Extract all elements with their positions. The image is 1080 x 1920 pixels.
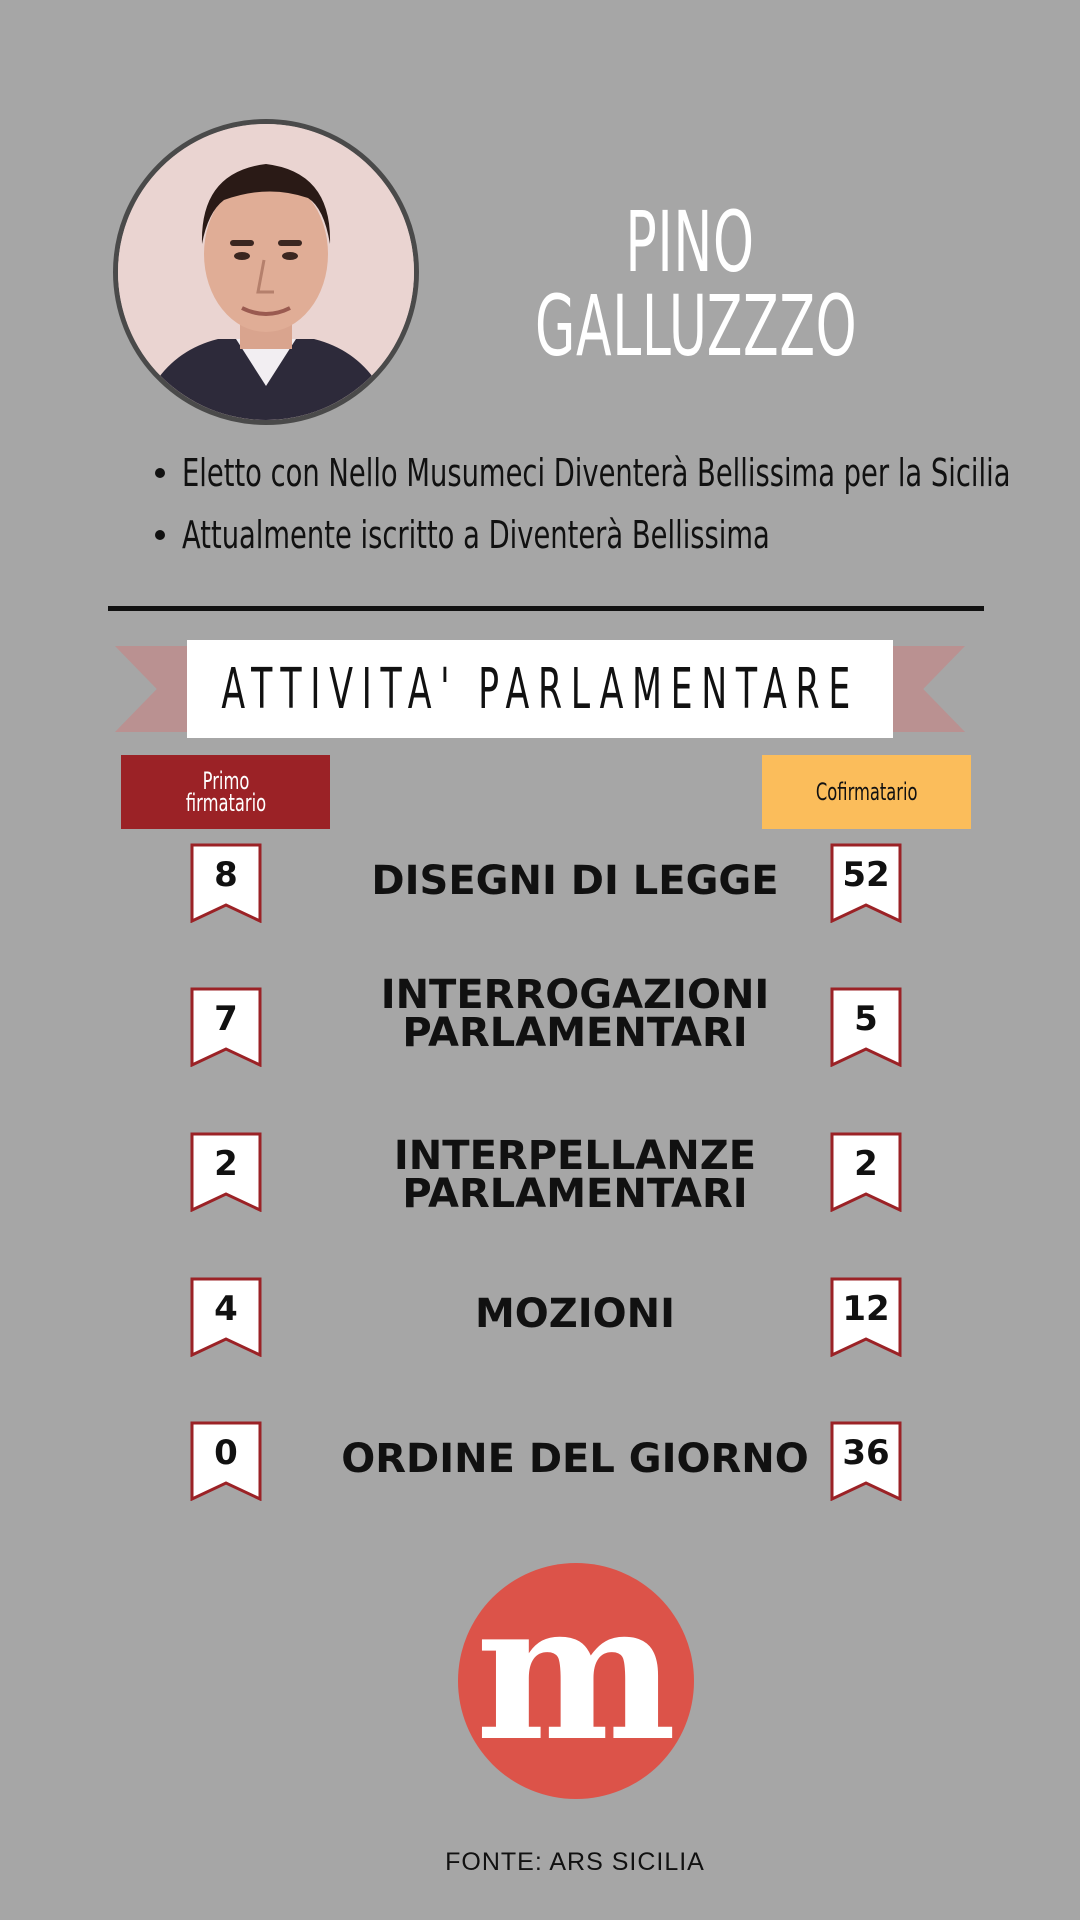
legend-cofirmatario-label: Cofirmatario: [815, 778, 918, 806]
cofirmatario-count: 2: [854, 1144, 878, 1184]
primo-count-badge: [190, 987, 262, 1067]
metric-label: [330, 858, 820, 904]
bio-list: [150, 448, 1010, 572]
legend-primo-firmatario: [121, 755, 330, 829]
cofirmatario-count: 12: [842, 1289, 890, 1329]
primo-count: 7: [214, 999, 238, 1039]
metric-label: [330, 972, 820, 1056]
metric-label-line: INTERPELLANZE: [393, 1133, 757, 1179]
cofirmatario-count: 36: [842, 1433, 890, 1473]
primo-count: 2: [214, 1144, 238, 1184]
legend-primo-line2: firmatario: [185, 789, 266, 817]
bullet-dot: [155, 468, 165, 478]
primo-count: 8: [214, 855, 238, 895]
metric-label-line: DISEGNI DI LEGGE: [371, 858, 779, 904]
section-divider: [108, 606, 984, 611]
primo-count-badge: [190, 1132, 262, 1212]
portrait-illustration: [118, 124, 414, 420]
metric-label: [330, 1291, 820, 1337]
primo-count-badge: [190, 1277, 262, 1357]
logo-letter: m: [475, 1560, 677, 1783]
primo-count-badge: [190, 843, 262, 923]
metric-label-line: ORDINE DEL GIORNO: [341, 1436, 809, 1482]
cofirmatario-count-badge: [830, 1277, 902, 1357]
cofirmatario-count: 52: [842, 855, 890, 895]
source-credit: FONTE: ARS SICILIA: [445, 1848, 705, 1876]
bio-item: [150, 510, 1010, 572]
primo-count: 4: [214, 1289, 238, 1329]
metric-label-line: INTERROGAZIONI: [380, 972, 770, 1018]
cofirmatario-count-badge: [830, 843, 902, 923]
metric-label-line: PARLAMENTARI: [402, 1171, 748, 1217]
portrait-photo: [113, 119, 419, 425]
cofirmatario-count: 5: [854, 999, 878, 1039]
metric-label-line: PARLAMENTARI: [402, 1010, 748, 1056]
cofirmatario-count-badge: [830, 1132, 902, 1212]
bullet-dot: [155, 530, 165, 540]
cofirmatario-count-badge: [830, 1421, 902, 1501]
bio-text: Attualmente iscritto a Diventerà Bellissima: [182, 513, 770, 557]
publisher-logo: [458, 1560, 694, 1799]
primo-count-badge: [190, 1421, 262, 1501]
bio-item: [150, 448, 1010, 510]
legend-primo-line1: Primo: [202, 767, 249, 795]
primo-count: 0: [214, 1433, 238, 1473]
person-name: PINO GALLUZZZO: [535, 193, 858, 375]
metric-label: [330, 1436, 820, 1482]
legend-cofirmatario: [762, 755, 971, 829]
section-title: ATTIVITA' PARLAMENTARE: [221, 656, 859, 722]
section-title-banner: [187, 640, 893, 738]
legend-primo-label: [185, 767, 266, 817]
metric-label-line: MOZIONI: [474, 1291, 676, 1337]
cofirmatario-count-badge: [830, 987, 902, 1067]
bio-text: Eletto con Nello Musumeci Diventerà Bellissima per la Sicilia: [182, 451, 1011, 495]
metric-label: [330, 1133, 820, 1217]
